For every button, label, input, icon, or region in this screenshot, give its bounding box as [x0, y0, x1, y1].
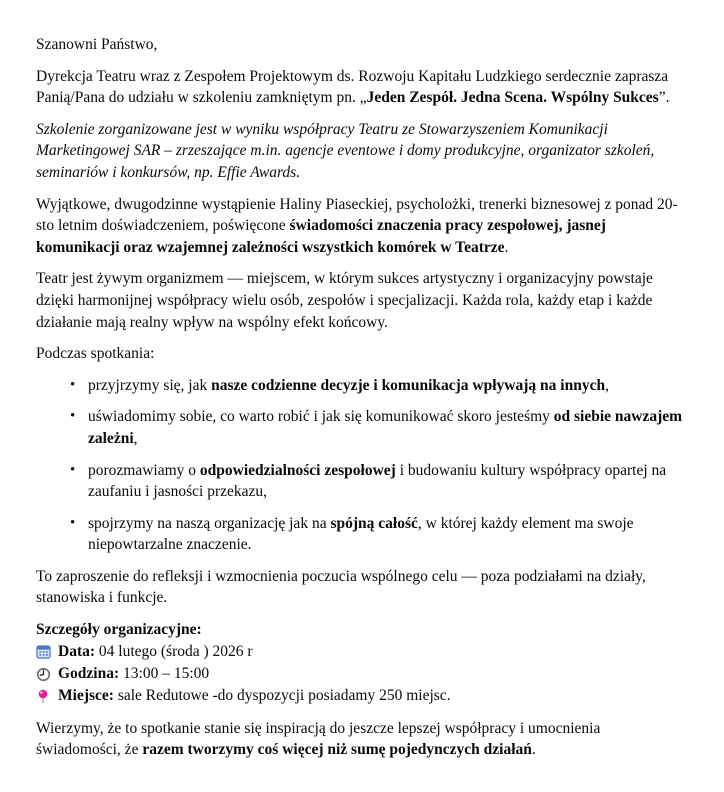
speaker-text-end: .	[504, 238, 509, 256]
detail-label-date: Data:	[58, 642, 96, 660]
list-item	[88, 375, 688, 397]
bullet-bold: spójną całość	[330, 514, 418, 532]
details-heading: Szczegóły organizacyjne:	[36, 621, 202, 639]
detail-text	[58, 641, 253, 663]
detail-text	[58, 685, 451, 707]
detail-value-date: 04 lutego (środa ) 2026 r	[98, 642, 253, 660]
bullet-bold: odpowiedzialności zespołowej	[199, 461, 396, 479]
theatre-paragraph: Teatr jest żywym organizmem — miejscem, w którym sukces artystyczny i organizacyjny powstaje dzięki harmonijnej współpracy wielu osób, zespołów i specjalizacji. Każda rola, każdy etap i każde działanie mają realny wpływ na wspólny efekt końcowy.	[36, 270, 653, 331]
salutation: Szanowni Państwo,	[36, 36, 158, 53]
intro-text: Dyrekcja Teatru wraz z Zespołem Projektowym ds. Rozwoju Kapitału Ludzkiego serdecznie zaprasza Panią/Pana do udziału w szkoleniu zamkniętym pn. „	[36, 67, 669, 107]
speaker-paragraph	[36, 194, 688, 259]
training-title: Jeden Zespół. Jedna Scena. Wspólny Sukces	[366, 89, 659, 107]
bullet-text: przyjrzymy się, jak	[88, 376, 212, 394]
list-item	[88, 460, 688, 503]
detail-label-time: Godzina:	[58, 665, 120, 683]
bullet-text: uświadomimy sobie, co warto robić i jak się komunikować skoro jesteśmy	[88, 408, 554, 426]
bullet-text-end: i budowaniu kultury współpracy opartej na zaufaniu i jasności przekazu,	[88, 461, 667, 501]
meeting-lead: Podczas spotkania:	[36, 345, 155, 363]
invitation-paragraph: To zaproszenie do refleksji i wzmocnienia poczucia wspólnego celu — poza podziałami na działy, stanowiska i funkcje.	[36, 567, 646, 607]
speaker-text: Wyjątkowe, dwugodzinne wystąpienie Haliny Piaseckiej, psycholożki, trenerki biznesowej z ponad 20-sto letnim doświadczeniem, poświęcone	[36, 195, 678, 235]
speaker-topic-bold: świadomości znaczenia pracy zespołowej, jasnej komunikacji oraz wzajemnej zależności wszystkich komórek w Teatrze	[36, 217, 606, 256]
bullet-text: spojrzymy na naszą organizację jak na	[88, 514, 331, 532]
detail-label-place: Miejsce:	[58, 687, 114, 705]
closing-paragraph	[36, 718, 688, 761]
organizer-note: Szkolenie zorganizowane jest w wyniku współpracy Teatru ze Stowarzyszeniem Komunikacji Marketingowej SAR – zrzeszające m.in. agencje eventowe i domy produkcyjne, organizator szkoleń, seminariów i konkursów, np. Effie Awards.	[36, 120, 655, 181]
detail-value-time: 13:00 – 15:00	[123, 665, 210, 683]
bullet-text-end: ,	[605, 376, 609, 394]
pushpin-icon	[36, 689, 51, 704]
calendar-icon	[36, 644, 51, 659]
closing-text-end: .	[531, 741, 536, 759]
detail-place-line	[36, 685, 688, 707]
intro-paragraph	[36, 66, 688, 109]
meeting-points-list	[36, 375, 688, 556]
organizational-details	[36, 619, 688, 708]
detail-date-line	[36, 641, 688, 663]
bullet-text-end: , w której każdy element ma swoje niepowtarzalne znaczenie.	[88, 514, 634, 554]
list-item	[88, 513, 688, 556]
bullet-text-end: ,	[133, 429, 138, 447]
bullet-text: porozmawiamy o	[88, 461, 200, 479]
detail-value-place: sale Redutowe -do dyspozycji posiadamy 250 miejsc.	[117, 687, 451, 705]
intro-text-end: ”.	[658, 89, 670, 107]
bullet-bold: od siebie nawzajem zależni	[88, 408, 683, 447]
detail-time-line	[36, 663, 688, 685]
list-item	[88, 406, 688, 449]
bullet-bold: nasze codzienne decyzje i komunikacja wpływają na innych	[211, 376, 606, 394]
detail-text	[58, 663, 209, 685]
closing-bold: razem tworzymy coś więcej niż sumę pojedynczych działań	[142, 741, 532, 759]
closing-text: Wierzymy, że to spotkanie stanie się inspiracją do jeszcze lepszej współpracy i umocnienia świadomości, że	[36, 719, 601, 759]
clock-icon	[36, 667, 51, 682]
